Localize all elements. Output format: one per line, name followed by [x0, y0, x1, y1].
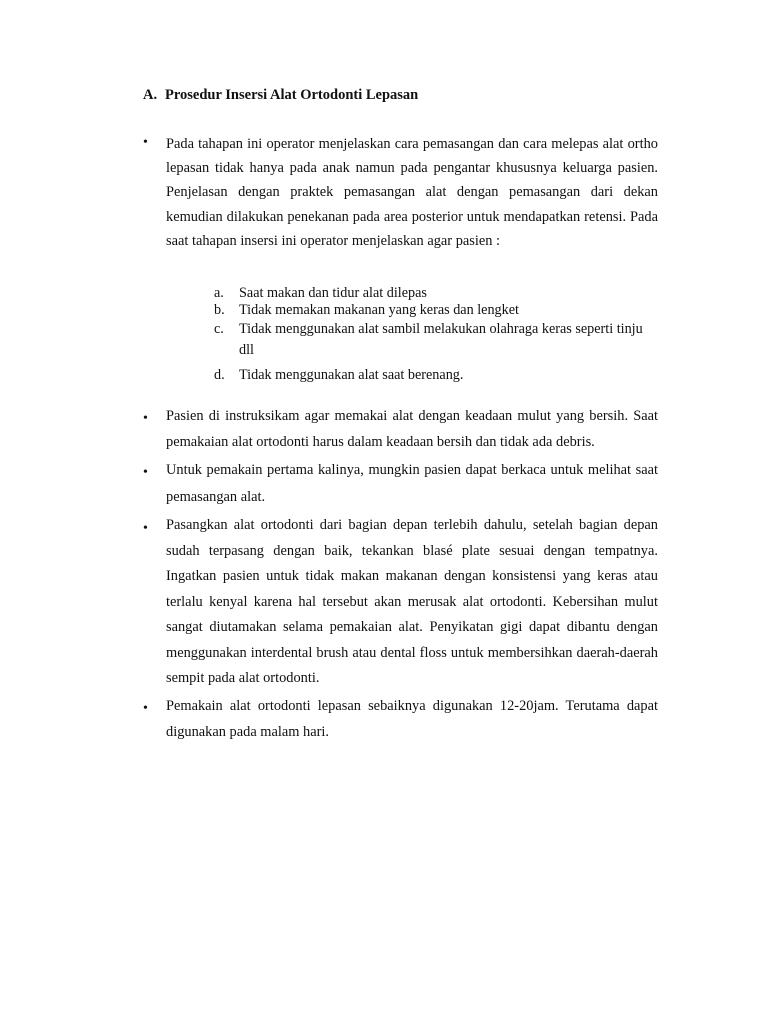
bullet-paragraph-2 — [166, 403, 658, 456]
section-title: Prosedur Insersi Alat Ortodonti Lepasan — [165, 87, 419, 103]
list-item-text: Tidak menggunakan alat sambil melakukan olahraga keras seperti tinju dll — [239, 321, 643, 358]
bullet-paragraph-5 — [166, 693, 658, 746]
list-item — [214, 285, 664, 302]
paragraph-text: Pasien di instruksikam agar memakai alat dengan keadaan mulut yang bersih. Saat pemakaian alat ortodonti harus dalam keadaan bersih dan tidak ada debris. — [166, 408, 658, 451]
list-item — [214, 302, 664, 319]
list-marker: a. — [214, 285, 224, 301]
bullet-marker: • — [143, 521, 148, 536]
bullet-paragraph-3 — [166, 457, 658, 511]
paragraph-text: Pada tahapan ini operator menjelaskan cara pemasangan dan cara melepas alat ortho lepasan tidak hanya pada anak namun pada pengantar khususnya keluarga pasien. Penjelasan dengan praktek pemasangan alat dengan pemasangan dari dekan kemudian dilakukan penekanan pada area posterior untuk mendapatkan retensi. Pada saat tahapan insersi ini operator menjelaskan agar pasien : — [166, 136, 658, 249]
bullet-paragraph-4 — [166, 513, 658, 692]
bullet-marker: • — [143, 411, 148, 426]
bullet-marker: • — [143, 135, 148, 150]
paragraph-text: Untuk pemakain pertama kalinya, mungkin pasien dapat berkaca untuk melihat saat pemasangan alat. — [166, 462, 658, 506]
list-item-text: Tidak menggunakan alat saat berenang. — [239, 367, 464, 383]
paragraph-text: Pemakain alat ortodonti lepasan sebaiknya digunakan 12-20jam. Terutama dapat digunakan pada malam hari. — [166, 698, 658, 741]
list-item-text: Saat makan dan tidur alat dilepas — [239, 285, 427, 301]
list-marker: d. — [214, 367, 225, 383]
bullet-marker: • — [143, 701, 148, 716]
instruction-sublist — [214, 285, 664, 384]
paragraph-text: Pasangkan alat ortodonti dari bagian depan terlebih dahulu, setelah bagian depan sudah terpasang dengan baik, tekankan blasé plate sesuai dengan tempatnya. Ingatkan pasien untuk tidak makan makanan dengan konsistensi yang keras atau terlalu kenyal karena hal tersebut akan merusak alat ortodonti. Kebersihan mulut sangat diutamakan selama pemakaian alat. Penyikatan gigi dapat dibantu dengan menggunakan interdental brush atau dental floss untuk membersihkan daerah-daerah sempit pada alat ortodonti. — [166, 517, 658, 686]
list-marker: b. — [214, 302, 225, 318]
section-heading — [143, 87, 418, 104]
list-marker: c. — [214, 321, 224, 337]
section-letter: A. — [143, 87, 158, 103]
list-item-text: Tidak memakan makanan yang keras dan lengket — [239, 302, 519, 318]
bullet-paragraph-1 — [166, 132, 658, 253]
bullet-marker: • — [143, 465, 148, 480]
list-item — [214, 319, 659, 361]
list-item — [214, 367, 664, 384]
